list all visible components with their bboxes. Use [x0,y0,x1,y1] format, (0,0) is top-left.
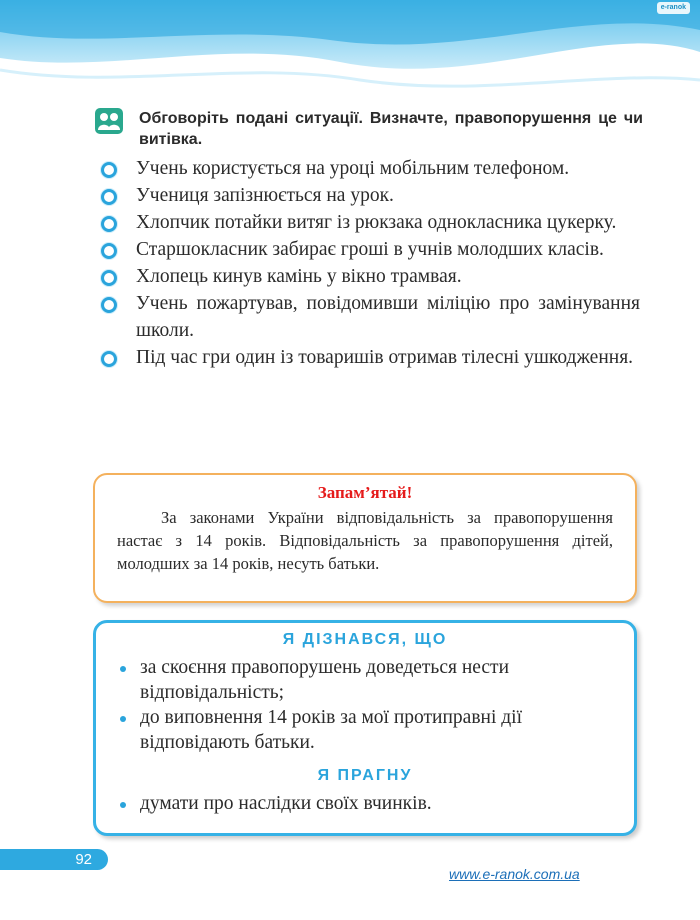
circle-bullet-icon [101,162,117,178]
remember-text: За законами України відповідальність за правопорушення настає з 14 років. Відповідальність за правопорушення дітей, молодших за 14 років, несуть батьки. [117,508,613,573]
remember-box [93,473,637,603]
dot-bullet-icon [120,666,126,672]
task-instruction: Обговоріть подані ситуації. Визначте, правопорушення це чи витівка. [139,110,643,148]
situation-text: Хлопець кинув камінь у вікно трамвая. [136,266,462,287]
situation-item [100,263,640,290]
learned-heading: Я ДІЗНАВСЯ, ЩО [282,631,448,648]
publisher-logo: e-ranok [657,2,690,14]
circle-bullet-icon [101,297,117,313]
strive-heading: Я ПРАГНУ [317,767,413,784]
page-number-tab [0,849,108,870]
circle-bullet-icon [101,189,117,205]
strive-text: думати про наслідки своїх вчинків. [140,793,432,814]
situation-text: Учениця запізнюється на урок. [136,185,394,206]
publisher-website-link[interactable]: www.e-ranok.com.ua [449,866,580,882]
learned-list [116,655,614,755]
situation-item [100,290,640,344]
circle-bullet-icon [101,216,117,232]
learned-item [116,655,614,705]
situation-item [100,209,640,236]
remember-title: Запам’ятай! [317,483,413,502]
situation-text: Учень пожартував, повідомивши міліцію про замінування школи. [136,293,640,341]
learned-text: до виповнення 14 років за мої протиправні дії відповідають батьки. [140,707,523,753]
situations-list [100,155,640,371]
circle-bullet-icon [101,351,117,367]
situation-item [100,236,640,263]
situation-text: Хлопчик потайки витяг із рюкзака однокласника цукерку. [136,212,617,233]
situation-item [100,344,640,371]
summary-box [93,620,637,836]
header-wave-decoration [0,0,700,100]
strive-item [116,791,614,816]
page-number: 92 [75,851,92,868]
situation-item [100,155,640,182]
situation-text: Старшокласник забирає гроші в учнів молодших класів. [136,239,604,260]
strive-list [116,791,614,816]
learned-item [116,705,614,755]
circle-bullet-icon [101,270,117,286]
discussion-task [95,108,643,150]
circle-bullet-icon [101,243,117,259]
dot-bullet-icon [120,802,126,808]
learned-text: за скоєння правопорушень доведеться нести відповідальність; [140,657,510,703]
situation-text: Учень користується на уроці мобільним телефоном. [136,158,570,179]
dot-bullet-icon [120,716,126,722]
situation-item [100,182,640,209]
group-discussion-icon [95,108,123,134]
situation-text: Під час гри один із товаришів отримав тілесні ушкодження. [136,347,634,368]
